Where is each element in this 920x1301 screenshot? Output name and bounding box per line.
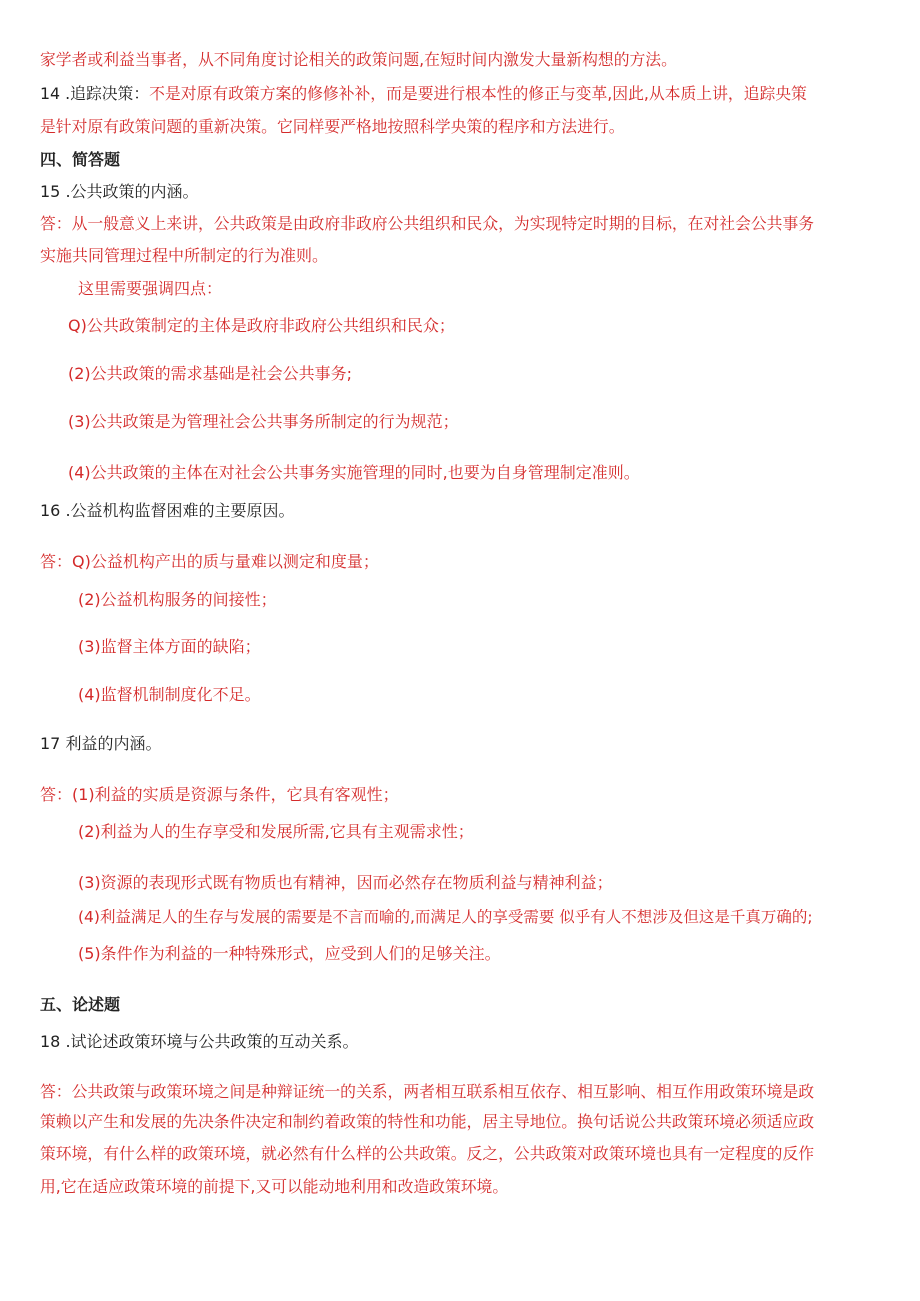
answer-line: 是针对原有政策问题的重新决策。它同样要严格地按照科学央策的程序和方法进行。 — [40, 117, 625, 136]
answer-line: 答：(1)利益的实质是资源与条件，它具有客观性； — [40, 785, 399, 804]
section-heading: 五、论述题 — [40, 995, 121, 1014]
answer-line: 策赖以产生和发展的先决条件决定和制约着政策的特性和功能，居主导地位。换句话说公共政策环境必须适应政 — [40, 1112, 815, 1131]
answer-point: (3)公共政策是为管理社会公共事务所制定的行为规范； — [68, 412, 459, 431]
question-16: 16 .公益机构监督困难的主要原因。 — [40, 501, 295, 520]
answer-point: (2)公益机构服务的间接性； — [78, 590, 277, 609]
answer-line: 策环境，有什么样的政策环境，就必然有什么样的公共政策。反之，公共政策对政策环境也具有一定程度的反作 — [40, 1144, 815, 1163]
answer-point: (5)条件作为利益的一种特殊形式，应受到人们的足够关注。 — [78, 944, 501, 963]
question-18: 18 .试论述政策环境与公共政策的互动关系。 — [40, 1032, 359, 1051]
question-17: 17 利益的内涵。 — [40, 734, 162, 753]
question-label: 14 .追踪决策： — [40, 84, 150, 103]
answer-line: 实施共同管理过程中所制定的行为准则。 — [40, 246, 329, 265]
answer-line: 这里需要强调四点： — [78, 279, 223, 298]
answer-point: (3)监督主体方面的缺陷； — [78, 637, 261, 656]
answer-point: (4)利益满足人的生存与发展的需要是不言而喻的,而满足人的享受需要 似乎有人不想涉及但这是千真万确的; — [78, 908, 813, 926]
answer-point: (4)公共政策的主体在对社会公共事务实施管理的同时,也要为自身管理制定准则。 — [68, 463, 640, 482]
answer-text: 不是对原有政策方案的修修补补，而是要进行根本性的修正与变革,因此,从本质上讲，追踪央策 — [149, 84, 807, 103]
section-heading: 四、简答题 — [40, 150, 121, 169]
answer-point: Q)公共政策制定的主体是政府非政府公共组织和民众； — [68, 316, 455, 335]
question-15: 15 .公共政策的内涵。 — [40, 182, 199, 201]
answer-line: 家学者或利益当事者，从不同角度讨论相关的政策问题,在短时间内激发大量新构想的方法。 — [40, 50, 677, 69]
term-14 — [40, 84, 890, 104]
answer-line: 用,它在适应政策环境的前提下,又可以能动地利用和改造政策环境。 — [40, 1177, 509, 1196]
answer-line: 答：Q)公益机构产出的质与量难以测定和度量； — [40, 552, 379, 571]
answer-line: 答：公共政策与政策环境之间是种辩证统一的关系，两者相互联系相互依存、相互影响、相互作用政策环境是政 — [40, 1082, 815, 1101]
answer-point: (2)利益为人的生存享受和发展所需,它具有主观需求性； — [78, 822, 474, 841]
answer-line: 答：从一般意义上来讲，公共政策是由政府非政府公共组织和民众，为实现特定时期的目标，在对社会公共事务 — [40, 214, 815, 233]
answer-point: (2)公共政策的需求基础是社会公共事务; — [68, 364, 353, 383]
answer-point: (4)监督机制制度化不足。 — [78, 685, 261, 704]
answer-point: (3)资源的表现形式既有物质也有精神，因而必然存在物质利益与精神利益； — [78, 873, 613, 892]
